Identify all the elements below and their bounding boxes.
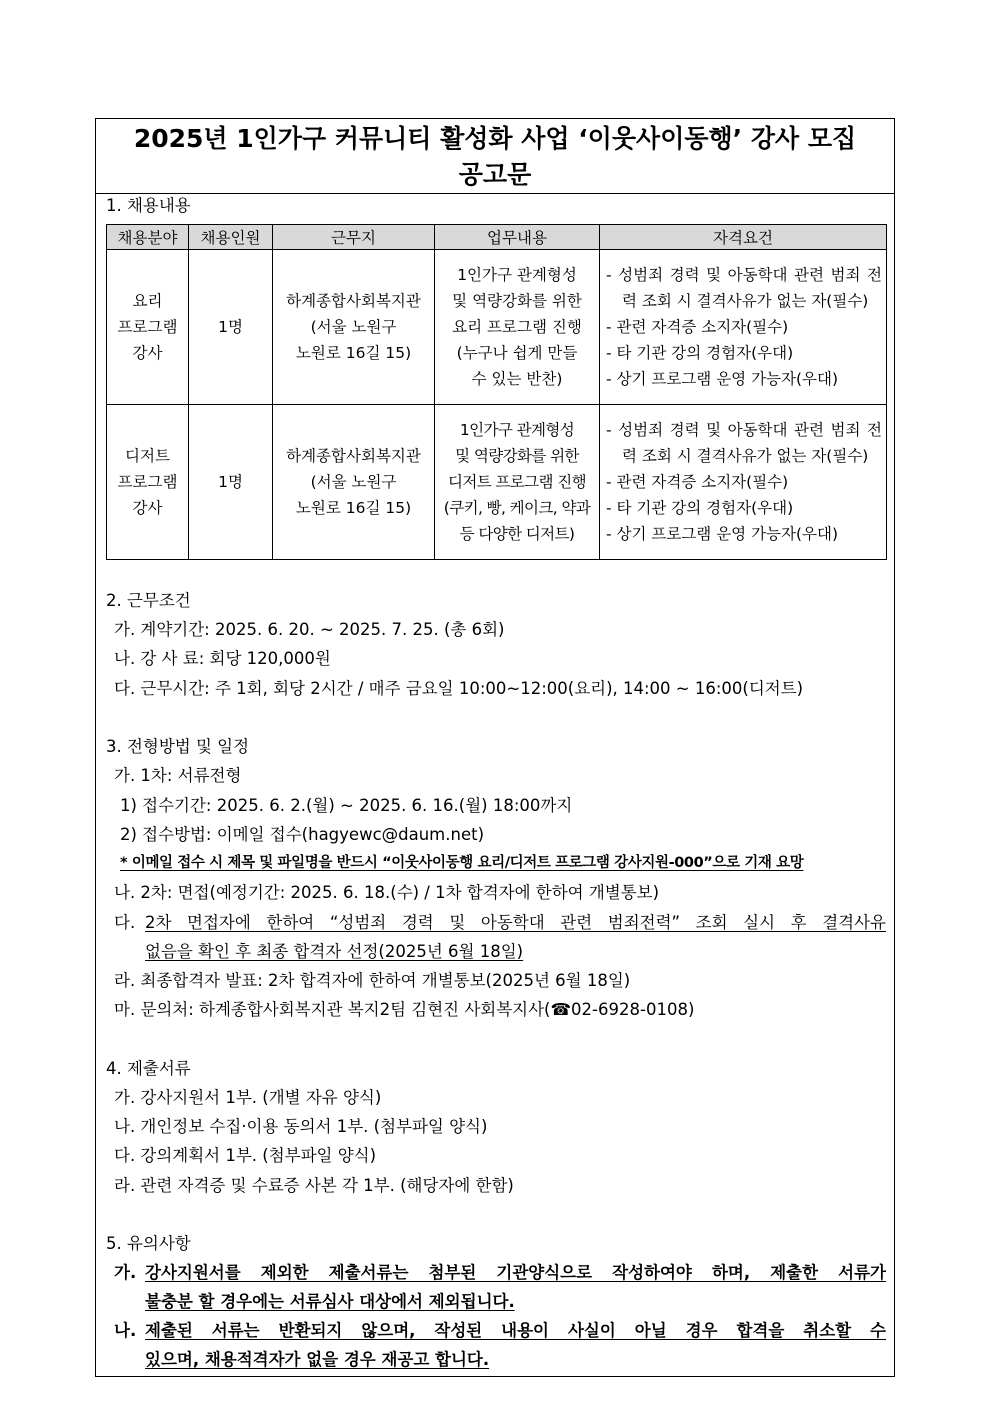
cell-quals: - 성범죄 경력 및 아동학대 관련 범죄 전력 조회 시 결격사유가 없는 자(필수) - 관련 자격증 소지자(필수) - 타 기관 강의 경험자(우대) - 상기 프로그램 운영 가능자(우대) <box>600 405 887 560</box>
title-line-1: 2025년 1인가구 커뮤니티 활성화 사업 ‘이웃사이동행’ 강사 모집 <box>133 124 857 153</box>
round-1-period: 1) 접수기간: 2025. 6. 2.(월) ~ 2025. 6. 16.(월) 18:00까지 <box>120 795 573 815</box>
caution-item-1: 가. 강사지원서를 제외한 제출서류는 첨부된 기관양식으로 작성하여야 하며, 제출한 서류가 불충분 할 경우에는 서류심사 대상에서 제외됩니다. <box>114 1263 886 1312</box>
screening-item: 다. 2차 면접자에 한하여 “성범죄 경력 및 아동학대 관련 범죄전력” 조회 실시 후 결격사유 없음을 확인 후 최종 합격자 선정(2025년 6월 18일) <box>114 912 886 961</box>
doc-lecture-plan: 다. 강의계획서 1부. (첨부파일 양식) <box>114 1146 377 1166</box>
cell-count: 1명 <box>189 405 273 560</box>
cell-duty: 1인가구 관계형성 및 역량강화를 위한 디저트 프로그램 진행 (쿠키, 빵, 케이크, 약과 등 다양한 디저트) <box>435 405 600 560</box>
doc-certificates: 라. 관련 자격증 및 수료증 사본 각 1부. (해당자에 한함) <box>114 1175 514 1195</box>
cell-quals: - 성범죄 경력 및 아동학대 관련 범죄 전력 조회 시 결격사유가 없는 자(필수) - 관련 자격증 소지자(필수) - 타 기관 강의 경험자(우대) - 상기 프로그램 운영 가능자(우대) <box>600 250 887 405</box>
table-row <box>107 405 887 560</box>
contract-period: 가. 계약기간: 2025. 6. 20. ~ 2025. 7. 25. (총 6회) <box>114 620 505 639</box>
work-hours: 다. 근무시간: 주 1회, 회당 2시간 / 매주 금요일 10:00~12:00(요리), 14:00 ~ 16:00(디저트) <box>114 678 804 698</box>
section-3-heading: 3. 전형방법 및 일정 <box>106 737 250 757</box>
table-header-row <box>107 225 887 250</box>
table-row <box>107 250 887 405</box>
title-line-2: 공고문 <box>458 160 532 189</box>
header-duty: 업무내용 <box>435 225 600 250</box>
header-field: 채용분야 <box>107 225 189 250</box>
section-5-heading: 5. 유의사항 <box>106 1234 191 1254</box>
final-announcement: 라. 최종합격자 발표: 2차 합격자에 한하여 개별통보(2025년 6월 18일) <box>114 970 631 990</box>
cell-field: 요리 프로그램 강사 <box>107 250 189 405</box>
caution-item-2: 나. 제출된 서류는 반환되지 않으며, 작성된 내용이 사실이 아닐 경우 합격을 취소할 수 있으며, 채용적격자가 없을 경우 재공고 합니다. <box>114 1321 886 1370</box>
cell-duty: 1인가구 관계형성 및 역량강화를 위한 요리 프로그램 진행 (누구나 쉽게 만들 수 있는 반찬) <box>435 250 600 405</box>
doc-application: 가. 강사지원서 1부. (개별 자유 양식) <box>114 1087 382 1107</box>
email-note: * 이메일 접수 시 제목 및 파일명을 반드시 “이웃사이동행 요리/디저트 프로그램 강사지원-000”으로 기재 요망 <box>120 855 804 872</box>
cell-place: 하계종합사회복지관 (서울 노원구 노원로 16길 15) <box>273 405 435 560</box>
section-4-heading: 4. 제출서류 <box>106 1058 191 1078</box>
round-2: 나. 2차: 면접(예정기간: 2025. 6. 18.(수) / 1차 합격자에 한하여 개별통보) <box>114 883 660 903</box>
section-2-heading: 2. 근무조건 <box>106 591 191 610</box>
section-1-heading: 1. 채용내용 <box>106 196 191 215</box>
doc-privacy: 나. 개인정보 수집·이용 동의서 1부. (첨부파일 양식) <box>114 1117 488 1137</box>
round-1: 가. 1차: 서류전형 <box>114 766 242 786</box>
round-1-method: 2) 접수방법: 이메일 접수(hagyewc@daum.net) <box>120 825 485 845</box>
lecture-fee: 나. 강 사 료: 회당 120,000원 <box>114 649 331 669</box>
header-place: 근무지 <box>273 225 435 250</box>
header-count: 채용인원 <box>189 225 273 250</box>
notice-frame <box>95 118 895 1377</box>
cell-field: 디저트 프로그램 강사 <box>107 405 189 560</box>
cell-count: 1명 <box>189 250 273 405</box>
recruit-table <box>106 224 887 560</box>
page-title <box>96 119 894 194</box>
contact-info: 마. 문의처: 하계종합사회복지관 복지2팀 김현진 사회복지사(☎02-6928-0108) <box>114 1000 695 1020</box>
header-quals: 자격요건 <box>600 225 887 250</box>
cell-place: 하계종합사회복지관 (서울 노원구 노원로 16길 15) <box>273 250 435 405</box>
